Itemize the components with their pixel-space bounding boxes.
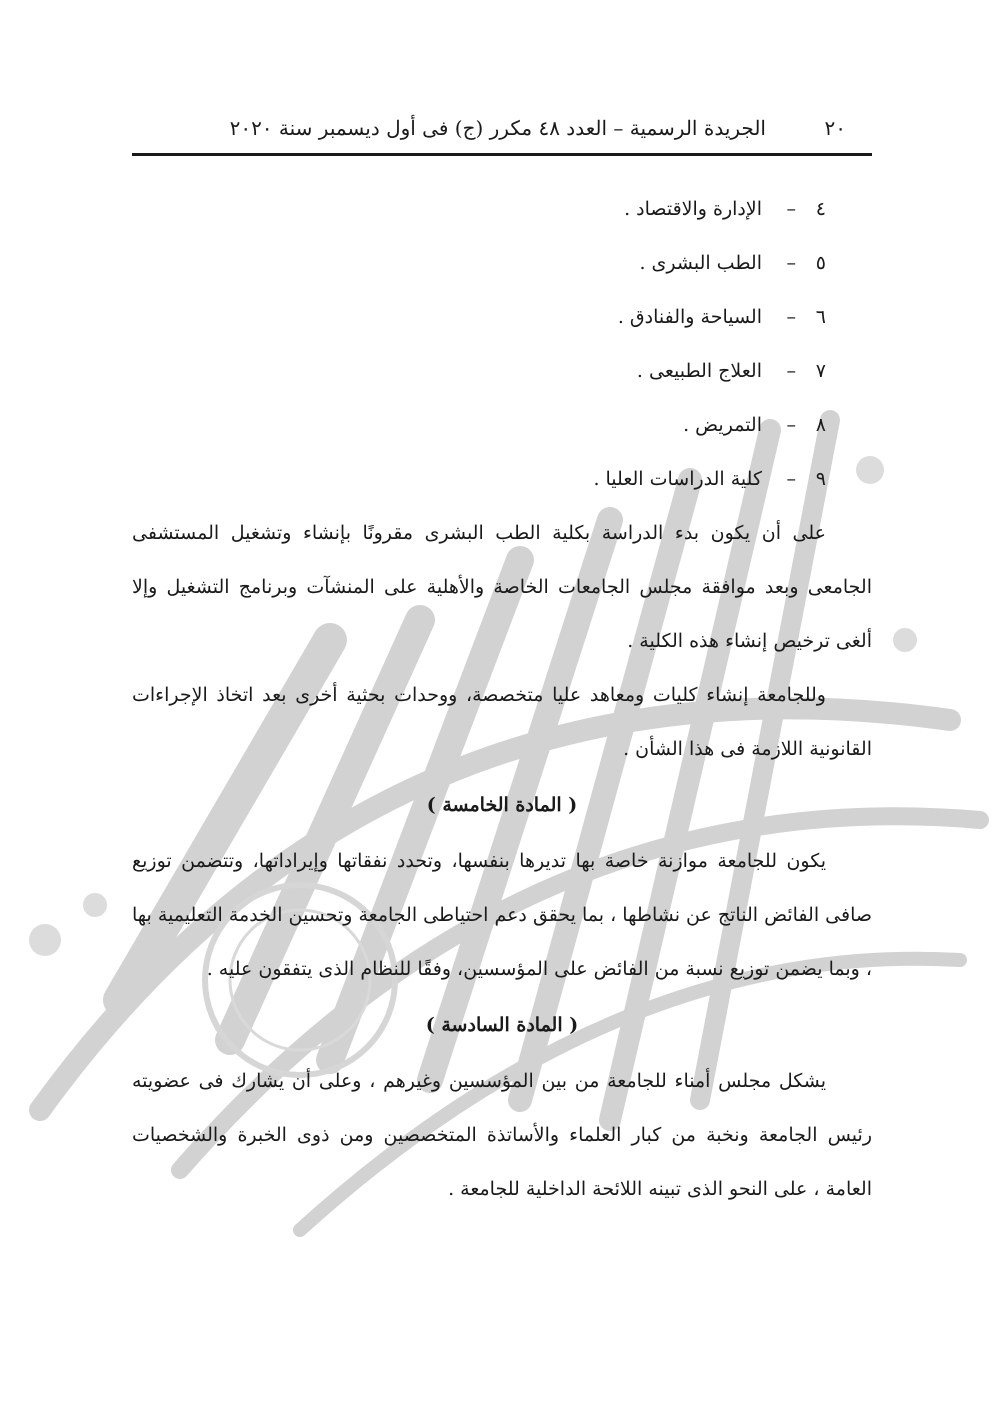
list-item-text: كلية الدراسات العليا . [593, 468, 762, 490]
list-item: ٩ – كلية الدراسات العليا . [132, 452, 872, 506]
article-heading-6: ( المادة السادسة ) [425, 1014, 579, 1036]
list-item-text: العلاج الطبيعى . [636, 360, 762, 382]
list-item-number: ٧ [815, 360, 826, 382]
list-item: ٧ – العلاج الطبيعى . [132, 344, 872, 398]
list-item: ٨ – التمريض . [132, 398, 872, 452]
list-item-number: ٤ [815, 198, 826, 220]
list-item-number: ٩ [815, 468, 826, 490]
list-item: ٤ – الإدارة والاقتصاد . [132, 182, 872, 236]
document-body [132, 182, 872, 1216]
list-item-text: السياحة والفنادق . [617, 306, 762, 328]
paragraph-college-medicine: على أن يكون بدء الدراسة بكلية الطب البشرى مقرونًا بإنشاء وتشغيل المستشفى الجامعى وبعد موافقة مجلس الجامعات الخاصة والأهلية على المنشآت وبرنامج التشغيل وإلا ألغى ترخيص إنشاء هذه الكلية . [132, 522, 872, 652]
paragraph-new-colleges: وللجامعة إنشاء كليات ومعاهد عليا متخصصة، ووحدات بحثية أخرى بعد اتخاذ الإجراءات القانونية اللازمة فى هذا الشأن . [132, 684, 872, 760]
list-item-number: ٨ [815, 414, 826, 436]
list-item-text: الإدارة والاقتصاد . [624, 198, 762, 220]
paragraph-budget: يكون للجامعة موازنة خاصة بها تديرها بنفسها، وتحدد نفقاتها وإيراداتها، وتتضمن توزيع صافى الفائض الناتج عن نشاطها ، بما يحقق دعم احتياطى الجامعة وتحسين الخدمة التعليمية بها ، وبما يضمن توزيع نسبة من الفائض على المؤسسين، وفقًا للنظام الذى يتفقون عليه . [132, 850, 872, 980]
list-item-text: التمريض . [683, 414, 762, 436]
header-rule [132, 153, 872, 156]
page-header [132, 112, 872, 152]
article-heading-5: ( المادة الخامسة ) [426, 794, 578, 816]
list-item: ٥ – الطب البشرى . [132, 236, 872, 290]
header-title: الجريدة الرسمية – العدد ٤٨ مكرر (ج) فى أول ديسمبر سنة ٢٠٢٠ [229, 116, 766, 140]
list-item: ٦ – السياحة والفنادق . [132, 290, 872, 344]
list-item-number: ٥ [815, 252, 826, 274]
list-item-text: الطب البشرى . [639, 252, 762, 274]
page-number: ٢٠ [824, 116, 846, 140]
paragraph-board-of-trustees: يشكل مجلس أمناء للجامعة من بين المؤسسين وغيرهم ، وعلى أن يشارك فى عضويته رئيس الجامعة ونخبة من كبار العلماء والأساتذة المتخصصين ومن ذوى الخبرة والشخصيات العامة ، على النحو الذى تبينه اللائحة الداخلية للجامعة . [132, 1070, 872, 1200]
list-item-number: ٦ [815, 306, 826, 328]
